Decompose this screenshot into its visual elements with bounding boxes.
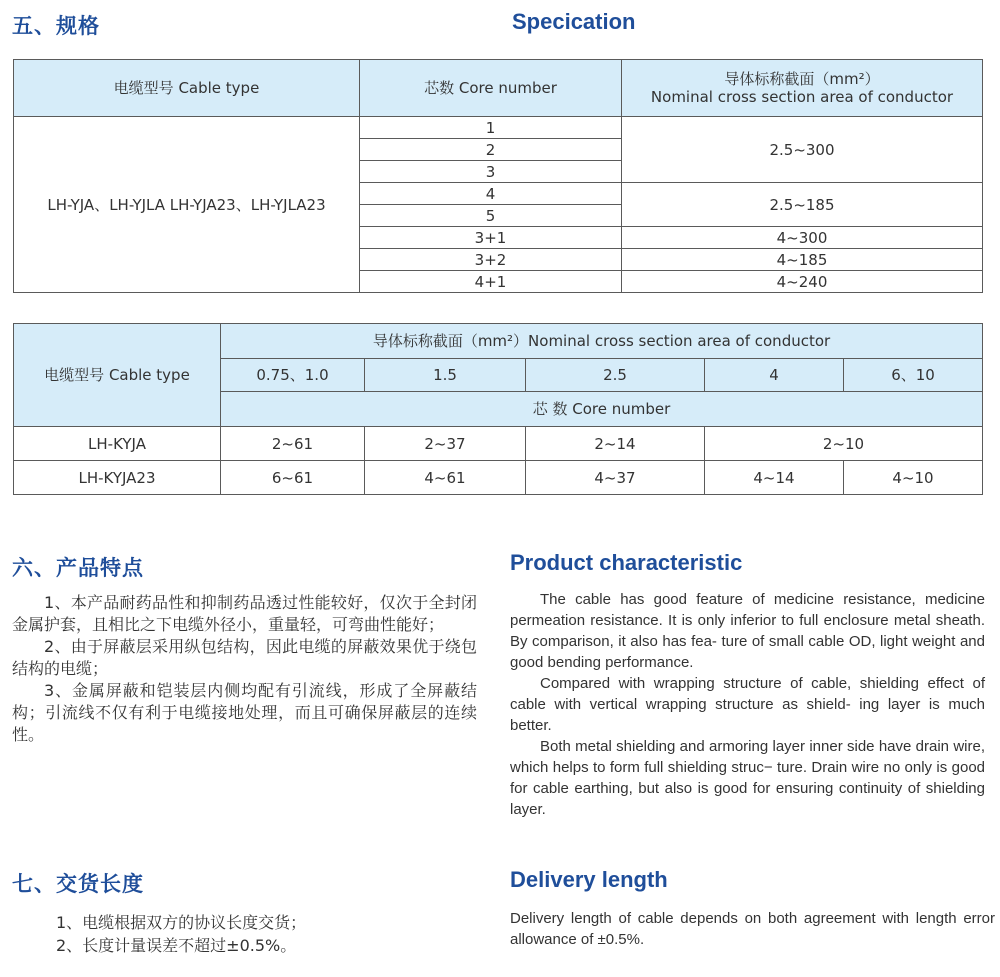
t1-core-cell: 1 xyxy=(360,117,622,139)
delivery-en-item: Delivery length of cable depends on both agreement with length error allowance of ±0.5%. xyxy=(510,910,995,948)
features-cn-item: 3、金属屏蔽和铠装层内侧均配有引流线，形成了全屏蔽结构；引流线不仅有利于电缆接地处理，而且可确保屏蔽层的连续性。 xyxy=(12,681,477,744)
t1-area-cell: 4~300 xyxy=(622,227,983,249)
t2-size-cell: 0.75、1.0 xyxy=(221,359,365,392)
t1-core-cell: 3+1 xyxy=(360,227,622,249)
t1-core-cell: 4 xyxy=(360,183,622,205)
t1-area-cell: 2.5~300 xyxy=(622,117,983,183)
t2-header-core: 芯 数 Core number xyxy=(221,392,983,427)
t1-core-cell: 3+2 xyxy=(360,249,622,271)
t2-row-type: LH-KYJA23 xyxy=(14,461,221,495)
spec-table-1 xyxy=(13,59,983,293)
section-delivery-cn-title: 七、交货长度 xyxy=(12,872,144,896)
t1-header-type: 电缆型号 Cable type xyxy=(14,60,360,117)
features-cn-item: 1、本产品耐药品性和抑制药品透过性能较好，仅次于全封闭金属护套，且相比之下电缆外径小，重量轻，可弯曲性能好； xyxy=(12,593,477,634)
t2-value-cell: 2~37 xyxy=(365,427,526,461)
spec-table-2 xyxy=(13,323,983,495)
features-en-item: Both metal shielding and armoring layer inner side have drain wire, which helps to form full shielding struc− ture. Drain wire no only is good for cable earthing, but also is good for ensuring continuity of shielding layer. xyxy=(510,738,985,818)
t2-value-cell: 2~61 xyxy=(221,427,365,461)
features-cn-item: 2、由于屏蔽层采用纵包结构，因此电缆的屏蔽效果优于绕包结构的电缆； xyxy=(12,637,477,678)
features-en-item: The cable has good feature of medicine resistance, medicine permeation resistance. It is only inferior to full enclosure metal sheath. By comparison, it also has fea- ture of small cable OD, light weight and good bending performance. xyxy=(510,591,985,671)
t2-size-cell: 4 xyxy=(705,359,844,392)
t2-value-cell: 2~14 xyxy=(526,427,705,461)
features-en-text xyxy=(510,589,985,820)
t1-core-cell: 3 xyxy=(360,161,622,183)
t1-type-cell: LH-YJA、LH-YJLA LH-YJA23、LH-YJLA23 xyxy=(14,117,360,293)
t1-area-cell: 2.5~185 xyxy=(622,183,983,227)
t1-core-cell: 5 xyxy=(360,205,622,227)
section-spec-en-title: Specication xyxy=(512,9,636,34)
delivery-en-text xyxy=(510,908,995,950)
t2-value-cell: 4~14 xyxy=(705,461,844,495)
t1-core-cell: 2 xyxy=(360,139,622,161)
t1-header-area-line1: 导体标称截面（mm²） xyxy=(724,70,880,88)
t1-header-core: 芯数 Core number xyxy=(360,60,622,117)
t1-header-area-line2: Nominal cross section area of conductor xyxy=(650,88,954,106)
t2-size-cell: 2.5 xyxy=(526,359,705,392)
t2-value-cell: 4~61 xyxy=(365,461,526,495)
t2-size-cell: 6、10 xyxy=(844,359,983,392)
t1-header-area xyxy=(622,60,983,117)
delivery-cn-text xyxy=(56,911,476,957)
t2-value-cell: 2~10 xyxy=(705,427,983,461)
t2-row-type: LH-KYJA xyxy=(14,427,221,461)
features-cn-text xyxy=(12,592,477,746)
t1-area-cell: 4~185 xyxy=(622,249,983,271)
t1-area-cell: 4~240 xyxy=(622,271,983,293)
t2-header-area: 导体标称截面（mm²）Nominal cross section area of conductor xyxy=(221,324,983,359)
t2-value-cell: 4~37 xyxy=(526,461,705,495)
t2-value-cell: 4~10 xyxy=(844,461,983,495)
delivery-cn-item: 1、电缆根据双方的协议长度交货； xyxy=(56,913,307,932)
features-en-item: Compared with wrapping structure of cable, shielding effect of cable with vertical wrapping structure as shield- ing layer is much better. xyxy=(510,675,985,734)
t2-header-type: 电缆型号 Cable type xyxy=(14,324,221,427)
section-spec-cn-title: 五、规格 xyxy=(12,14,100,38)
section-features-cn-title: 六、产品特点 xyxy=(12,556,144,580)
t1-core-cell: 4+1 xyxy=(360,271,622,293)
t2-value-cell: 6~61 xyxy=(221,461,365,495)
t2-size-cell: 1.5 xyxy=(365,359,526,392)
section-delivery-en-title: Delivery length xyxy=(510,867,668,892)
delivery-cn-item: 2、长度计量误差不超过±0.5%。 xyxy=(56,936,297,955)
section-features-en-title: Product characteristic xyxy=(510,550,743,575)
